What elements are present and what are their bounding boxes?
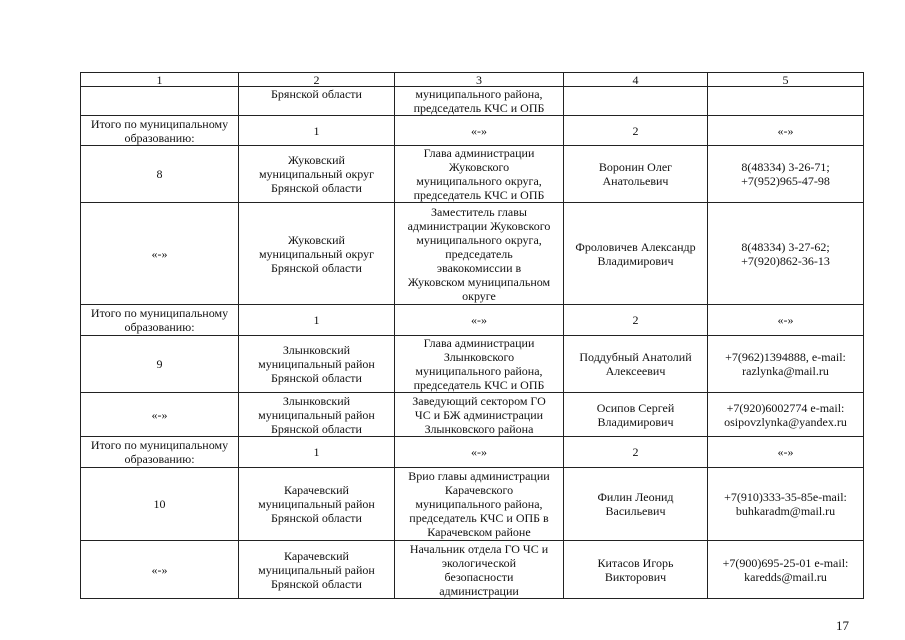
- cell-count: 2: [564, 116, 708, 146]
- table-row: [81, 336, 864, 393]
- cell-ditto: «-»: [395, 116, 564, 146]
- continuation-row: [81, 87, 864, 116]
- cell-count: 1: [239, 116, 395, 146]
- cell-ditto: «-»: [395, 305, 564, 336]
- cell-number: 8: [81, 146, 239, 203]
- cell-position: Врио главы администрации Карачевского муниципального района, председатель КЧС и ОПБ в Карачевском районе: [395, 468, 564, 541]
- cell-full-name: Поддубный Анатолий Алексеевич: [564, 336, 708, 393]
- cell-number: 10: [81, 468, 239, 541]
- column-number: 1: [81, 73, 239, 87]
- cell-position: муниципального района, председатель КЧС и ОПБ: [395, 87, 564, 116]
- cell-position: Глава администрации Злынковского муниципального района, председатель КЧС и ОПБ: [395, 336, 564, 393]
- column-number: 2: [239, 73, 395, 87]
- cell-number: «-»: [81, 541, 239, 599]
- cell-full-name: [564, 87, 708, 116]
- cell-contacts: +7(910)333-35-85e-mail: buhkaradm@mail.ru: [708, 468, 864, 541]
- cell-municipality: Злынковский муниципальный район Брянской области: [239, 393, 395, 437]
- cell-contacts: +7(962)1394888, e-mail: razlynka@mail.ru: [708, 336, 864, 393]
- cell-full-name: Китасов Игорь Викторович: [564, 541, 708, 599]
- cell-contacts: 8(48334) 3-27-62; +7(920)862-36-13: [708, 203, 864, 305]
- cell-total-label: Итого по муниципальному образованию:: [81, 305, 239, 336]
- cell-municipality: Злынковский муниципальный район Брянской области: [239, 336, 395, 393]
- table-row: [81, 468, 864, 541]
- cell-number: «-»: [81, 393, 239, 437]
- cell-position: Заведующий сектором ГО ЧС и БЖ администрации Злынковского района: [395, 393, 564, 437]
- cell-full-name: Осипов Сергей Владимирович: [564, 393, 708, 437]
- cell-contacts: [708, 87, 864, 116]
- column-number: 3: [395, 73, 564, 87]
- total-row: [81, 116, 864, 146]
- cell-contacts: +7(900)695-25-01 e-mail: karedds@mail.ru: [708, 541, 864, 599]
- table-row: [81, 203, 864, 305]
- table-row: [81, 146, 864, 203]
- table-row: [81, 393, 864, 437]
- column-number-row: [81, 73, 864, 87]
- cell-count: 2: [564, 305, 708, 336]
- cell-count: 2: [564, 437, 708, 468]
- cell-position: Заместитель главы администрации Жуковского муниципального округа, председатель эвакокомиссии в Жуковском муниципальном округе: [395, 203, 564, 305]
- cell-contacts: 8(48334) 3-26-71; +7(952)965-47-98: [708, 146, 864, 203]
- column-number: 4: [564, 73, 708, 87]
- cell-ditto: «-»: [708, 305, 864, 336]
- cell-count: 1: [239, 305, 395, 336]
- cell-full-name: Филин Леонид Васильевич: [564, 468, 708, 541]
- column-number: 5: [708, 73, 864, 87]
- table-body: [81, 73, 864, 599]
- cell-municipality: Брянской области: [239, 87, 395, 116]
- total-row: [81, 437, 864, 468]
- page-number: 17: [836, 618, 849, 633]
- cell-total-label: Итого по муниципальному образованию:: [81, 116, 239, 146]
- cell-municipality: Жуковский муниципальный округ Брянской области: [239, 146, 395, 203]
- cell-ditto: «-»: [708, 116, 864, 146]
- total-row: [81, 305, 864, 336]
- contacts-table: [80, 72, 864, 599]
- cell-municipality: Жуковский муниципальный округ Брянской области: [239, 203, 395, 305]
- cell-total-label: Итого по муниципальному образованию:: [81, 437, 239, 468]
- cell-count: 1: [239, 437, 395, 468]
- cell-municipality: Карачевский муниципальный район Брянской области: [239, 468, 395, 541]
- cell-municipality: Карачевский муниципальный район Брянской области: [239, 541, 395, 599]
- cell-position: Глава администрации Жуковского муниципального округа, председатель КЧС и ОПБ: [395, 146, 564, 203]
- cell-position: Начальник отдела ГО ЧС и экологической безопасности администрации: [395, 541, 564, 599]
- cell-ditto: «-»: [395, 437, 564, 468]
- cell-number: «-»: [81, 203, 239, 305]
- cell-number: 9: [81, 336, 239, 393]
- cell-contacts: +7(920)6002774 e-mail: osipovzlynka@yandex.ru: [708, 393, 864, 437]
- cell-full-name: Фроловичев Александр Владимирович: [564, 203, 708, 305]
- table-row: [81, 541, 864, 599]
- cell-full-name: Воронин Олег Анатольевич: [564, 146, 708, 203]
- cell-ditto: «-»: [708, 437, 864, 468]
- cell-number: [81, 87, 239, 116]
